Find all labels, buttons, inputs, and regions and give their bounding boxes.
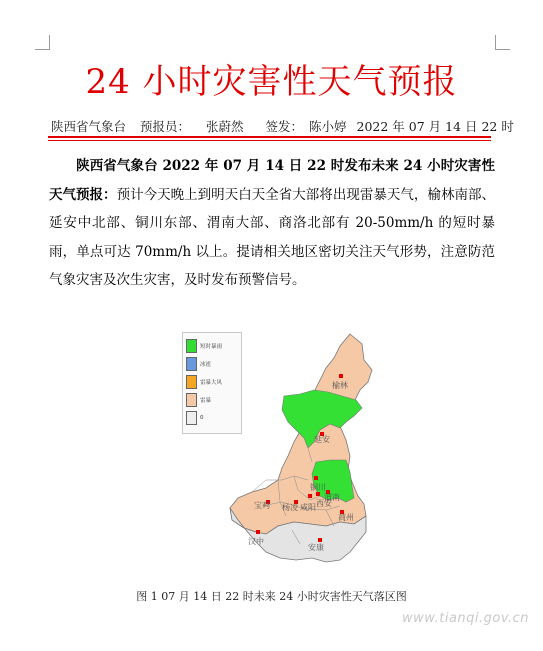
legend-swatch-thunderstorm [186, 393, 197, 407]
city-label-hanzhong: 汉中 [248, 537, 264, 546]
issue-datetime: 2022 年 07 月 14 日 22 时 [356, 119, 514, 134]
legend-item [186, 339, 222, 353]
forecaster-label: 预报员： [140, 119, 191, 134]
signer-label: 签发： [265, 119, 304, 134]
city-label-baoji: 宝鸡 [254, 501, 270, 510]
signer-name: 陈小婷 [309, 119, 347, 134]
watermark: www.tianqi.gov.cn [402, 611, 529, 626]
header-rule-thin [48, 140, 491, 141]
city-label-ankang: 安康 [308, 543, 324, 552]
crop-mark-top-right [495, 35, 510, 50]
byline [51, 117, 514, 135]
city-label-yulin: 榆林 [332, 381, 348, 390]
city-label-weinan: 渭南 [324, 493, 340, 502]
city-label-yanan: 延安 [314, 435, 330, 444]
legend-item [186, 357, 211, 371]
legend-label: 短时暴雨 [200, 344, 223, 350]
agency-name: 陕西省气象台 [51, 119, 127, 134]
crop-mark-top-left [35, 35, 50, 50]
city-label-tongchuan: 铜川 [310, 483, 326, 492]
legend-swatch-hail [186, 357, 197, 371]
legend-label: 雷暴大风 [200, 380, 223, 386]
legend-item [186, 393, 211, 407]
city-label-shangzhou: 商州 [338, 513, 354, 522]
city-label-xianyang: 咸阳 [300, 503, 316, 512]
legend-label: 0 [200, 415, 204, 421]
legend-label: 冰雹 [200, 362, 212, 368]
city-label-xian: 西安 [316, 499, 332, 508]
forecast-paragraph [49, 152, 495, 295]
legend-swatch-none [186, 411, 197, 425]
legend-item [186, 411, 204, 425]
city-label-yangling: 杨凌 [282, 503, 298, 512]
shaanxi-hazard-map [222, 330, 392, 570]
legend-item [186, 375, 222, 389]
forecaster-name: 张蔚然 [206, 119, 244, 134]
header-rule-thick [48, 136, 491, 138]
legend-swatch-thunder-gale [186, 375, 197, 389]
figure-caption: 图 1 07 月 14 日 22 时未来 24 小时灾害性天气落区图 [136, 590, 407, 603]
page-title: 24 小时灾害性天气预报 [85, 62, 458, 102]
legend-label: 雷暴 [200, 398, 212, 404]
forecast-text: 预计今天晚上到明天白天全省大部将出现雷暴天气，榆林南部、延安中北部、铜川东部、渭南大部、商洛北部有 20-50mm/h 的短时暴雨，单点可达 70mm/h 以上。提请相关地区密切关注天气形势，注意防范气象灾害及次生灾害，及时发布预警信号。 [49, 186, 495, 288]
legend-swatch-short-rainstorm [186, 339, 197, 353]
forecast-lead: 陕西省气象台 2022 年 07 月 14 日 22 时发布未来 24 小时灾害性天气预报： [49, 158, 495, 203]
